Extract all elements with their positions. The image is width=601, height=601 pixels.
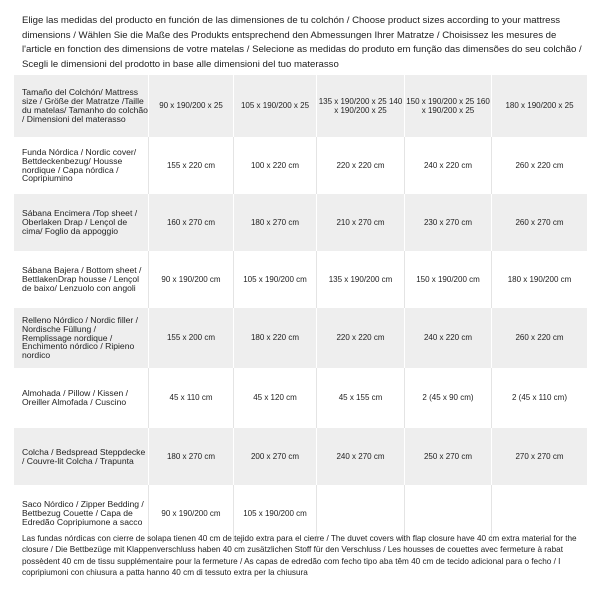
table-cell: 180 x 270 cm <box>233 194 316 251</box>
table-cell: 240 x 270 cm <box>316 428 404 485</box>
table-cell: 180 x 190/200 cm <box>491 251 587 308</box>
table-row <box>14 251 587 308</box>
table-cell: 90 x 190/200 cm <box>148 251 233 308</box>
table-cell: 105 x 190/200 cm <box>233 485 316 542</box>
table-row <box>14 308 587 368</box>
header-col-3: 135 x 190/200 x 25 140 x 190/200 x 25 <box>316 75 404 137</box>
header-col-4: 150 x 190/200 x 25 160 x 190/200 x 25 <box>404 75 491 137</box>
intro-text: Elige las medidas del producto en función de las dimensiones de tu colchón / Choose product sizes according to your mattress dimensions / Wählen Sie die Maße des Produkts entsprechend den Abmessungen Ihrer Matratze / Choisissez les mesures de l'article en fonction des dimensions de votre matelas / Selecione as medidas do produto em função das dimensões do seu colchão / Scegli le dimensioni del prodotto in base alle dimensioni del tuo materasso <box>22 15 582 70</box>
table-cell: 180 x 270 cm <box>148 428 233 485</box>
table-cell: 250 x 270 cm <box>404 428 491 485</box>
table-cell: 2 (45 x 110 cm) <box>491 368 587 428</box>
table-cell: 260 x 220 cm <box>491 137 587 194</box>
header-col-5: 180 x 190/200 x 25 <box>491 75 587 137</box>
header-col-1: 90 x 190/200 x 25 <box>148 75 233 137</box>
table-cell: 260 x 220 cm <box>491 308 587 368</box>
table-cell: 90 x 190/200 cm <box>148 485 233 542</box>
table-header-row <box>14 75 587 137</box>
row-label: Relleno Nórdico / Nordic filler / Nordische Füllung / Remplissage nordique / Enchimento nórdico / Ripieno nordico <box>22 315 139 361</box>
table-cell: 135 x 190/200 cm <box>316 251 404 308</box>
row-label: Sábana Encimera /Top sheet / Oberlaken Drap / Lençol de cima/ Foglio da appoggio <box>22 208 138 236</box>
row-label: Saco Nórdico / Zipper Bedding / Bettbezug Couette / Capa de Edredão Copripiumone a sacco <box>22 499 144 527</box>
table-cell: 155 x 200 cm <box>148 308 233 368</box>
table-cell: 105 x 190/200 cm <box>233 251 316 308</box>
header-label: Tamaño del Colchón/ Mattress size / Größe der Matratze /Taille du matelas/ Tamanho do colchão / Dimensioni del materasso <box>22 87 148 124</box>
table-cell: 2 (45 x 90 cm) <box>404 368 491 428</box>
table-cell: 45 x 155 cm <box>316 368 404 428</box>
table-cell: 150 x 190/200 cm <box>404 251 491 308</box>
table-cell: 230 x 270 cm <box>404 194 491 251</box>
table-cell: 155 x 220 cm <box>148 137 233 194</box>
table-cell: 240 x 220 cm <box>404 137 491 194</box>
row-label: Colcha / Bedspread Steppdecke / Couvre-lit Colcha / Trapunta <box>22 446 146 466</box>
table-cell: 220 x 220 cm <box>316 308 404 368</box>
table-cell: 180 x 220 cm <box>233 308 316 368</box>
table-cell: 45 x 120 cm <box>233 368 316 428</box>
table-cell: 240 x 220 cm <box>404 308 491 368</box>
row-label: Sábana Bajera / Bottom sheet / BettlakenDrap housse / Lençol de baixo/ Lenzuolo con angoli <box>22 265 142 293</box>
size-table <box>14 75 587 542</box>
table-cell: 160 x 270 cm <box>148 194 233 251</box>
table-cell: 220 x 220 cm <box>316 137 404 194</box>
table-row <box>14 137 587 194</box>
table-cell: 200 x 270 cm <box>233 428 316 485</box>
table-row <box>14 368 587 428</box>
table-cell: 45 x 110 cm <box>148 368 233 428</box>
table-cell: 260 x 270 cm <box>491 194 587 251</box>
row-label: Funda Nórdica / Nordic cover/ Bettdeckenbezug/ Housse nordique / Capa nórdica / Copripiumino <box>22 146 137 184</box>
table-cell: 270 x 270 cm <box>491 428 587 485</box>
header-col-2: 105 x 190/200 x 25 <box>233 75 316 137</box>
row-label: Almohada / Pillow / Kissen / Oreiller Almofada / Cuscino <box>22 388 129 407</box>
table-cell: 100 x 220 cm <box>233 137 316 194</box>
table-row <box>14 194 587 251</box>
table-cell: 210 x 270 cm <box>316 194 404 251</box>
table-row <box>14 428 587 485</box>
footnote-text: Las fundas nórdicas con cierre de solapa tienen 40 cm de tejido extra para el cierre / The duvet covers with flap closure have 40 cm extra material for the closure / Die Bettbezüge mit Klappenverschluss haben 40 cm zusätzlichen Stoff für den Verschluss / Les housses de couettes avec fermeture à rabat possèdent 40 cm de tissu supplémentaire pour la fermeture / As capas de edredão com fecho tipo aba têm 40 cm de tecido adicional para o fecho / I copripiumoni con chiusura a patta hanno 40 cm di tessuto extra per la chiusura <box>22 534 577 577</box>
